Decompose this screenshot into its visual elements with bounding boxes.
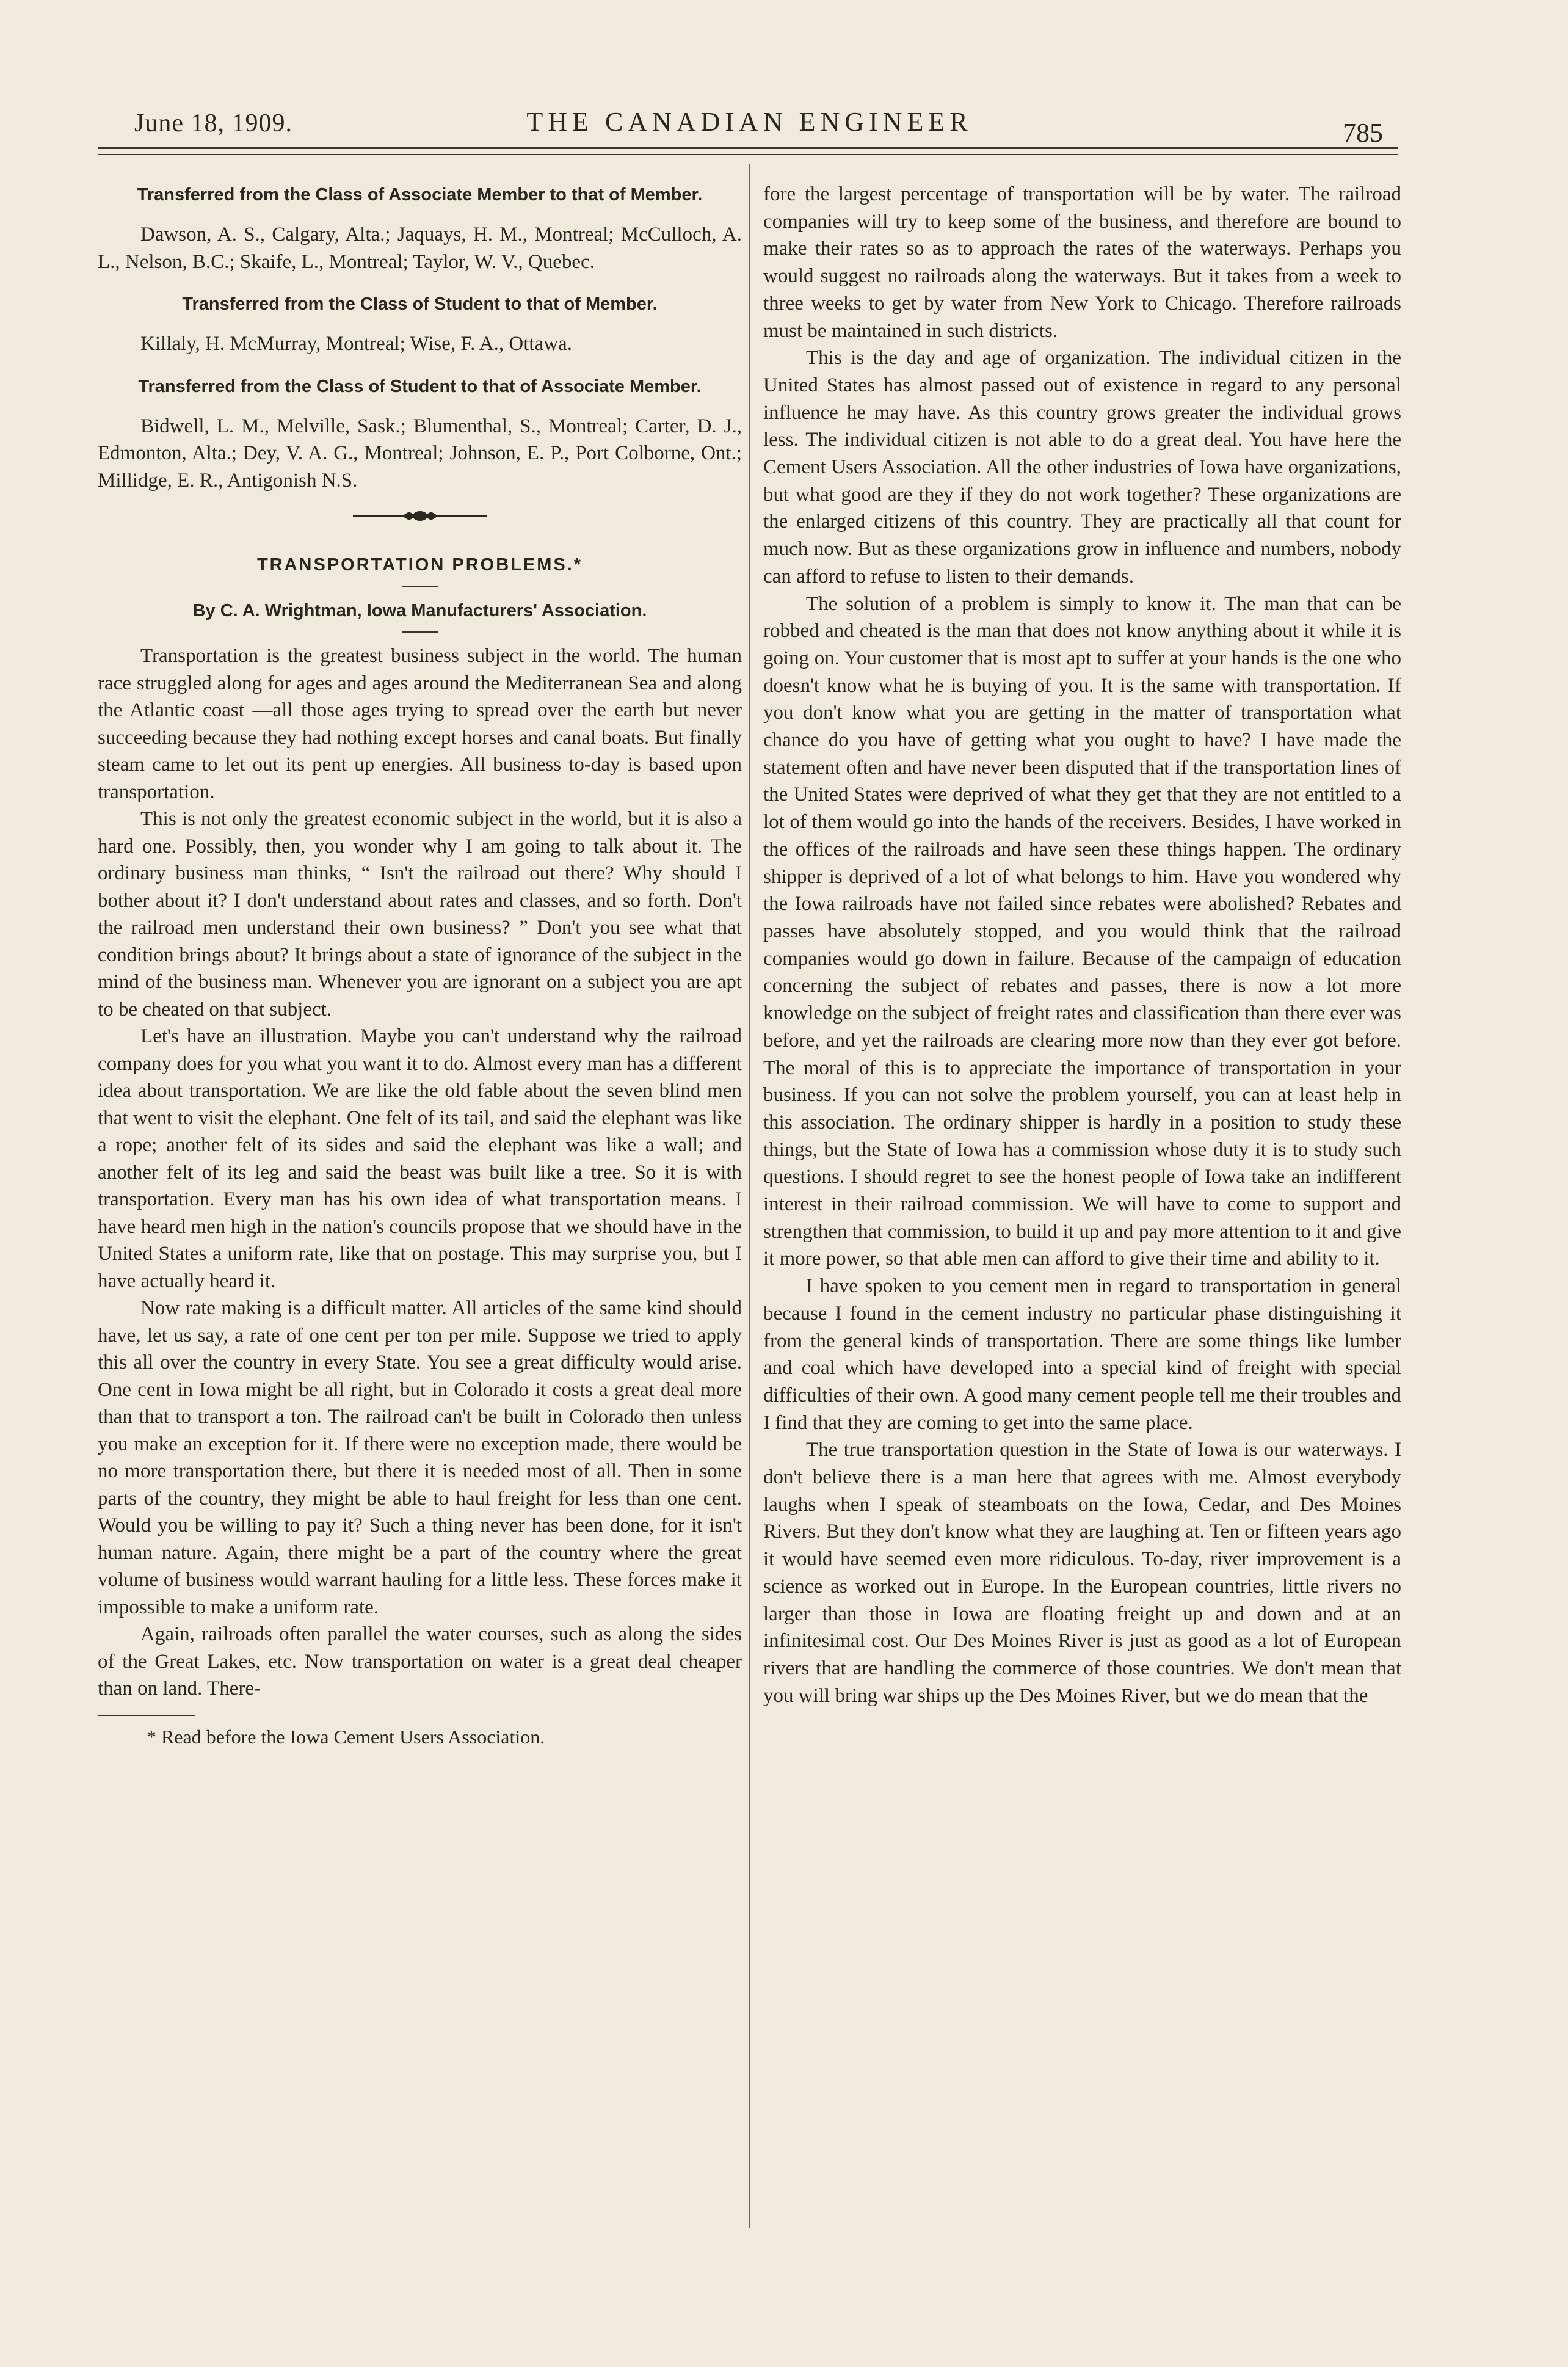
page-number: 785 — [1343, 118, 1383, 148]
transfer-names: Killaly, H. McMurray, Montreal; Wise, F. A., Ottawa. — [140, 333, 572, 355]
body-paragraph: This is the day and age of organization. The individual citizen in the United States has almost passed out of existence in regard to any personal influence he may have. As this country grows greater the individual grows less. The individual citizen is not able to do a great deal. You have here the Cement Users Association. All the other industries of Iowa have organizations, but what good are they if they do not work together? These organizations are the enlarged citizens of this country. They are practically all that count for much now. But as these organizations grow in influence and numbers, nobody can afford to refuse to listen to their demands. — [763, 347, 1401, 587]
transfer-heading: Transferred from the Class of Student to that of Member. — [182, 294, 658, 314]
body-paragraph: Now rate making is a difficult matter. All articles of the same kind should have, let us say, a rate of one cent per ton per mile. Suppose we tried to apply this all over the country in every State. You see a great difficulty would arise. One cent in Iowa might be all right, but in Colorado it costs a great deal more than that to transport a ton. The railroad can't be built in Colorado then unless you make an exception for it. If there were no exception made, there would be no more transportation there, but there it is needed most of all. Then in some parts of the country, they might be able to haul freight for less than one cent. Would you be willing to pay it? Such a thing never has been done, for it isn't human nature. Again, there might be a part of the country where the great volume of business would warrant hauling for a little less. These forces make it impossible to make a uniform rate. — [98, 1297, 742, 1618]
ornament-divider-icon — [353, 510, 487, 522]
footnote: * Read before the Iowa Cement Users Association. — [147, 1725, 545, 1748]
transfer-heading: Transferred from the Class of Student to that of Associate Member. — [138, 376, 702, 396]
body-paragraph: Transportation is the greatest business subject in the world. The human race struggled along for ages and ages around the Mediterranean Sea and along the Atlantic coast —all those ages trying to spread over the earth but never succeeding because they had nothing except horses and canal boats. But finally steam came to let out its pent up energies. All business to-day is based upon transportation. — [98, 645, 742, 803]
left-column — [98, 177, 742, 2211]
column-divider — [749, 164, 750, 2228]
footnote-rule — [98, 1715, 195, 1716]
article-title: TRANSPORTATION PROBLEMS.* — [256, 555, 583, 575]
article-byline: By C. A. Wrightman, Iowa Manufacturers' Association. — [192, 600, 647, 620]
body-paragraph: Again, railroads often parallel the water courses, such as along the sides of the Great Lakes, etc. Now transportation on water is a great deal cheaper than on land. There- — [98, 1623, 742, 1700]
transfer-heading: Transferred from the Class of Associate Member to that of Member. — [137, 185, 703, 205]
transfer-names: Dawson, A. S., Calgary, Alta.; Jaquays, H. M., Montreal; McCulloch, A. L., Nelson, B.C.; Skaife, L., Montreal; Taylor, W. V., Quebec. — [98, 224, 742, 273]
transfer-section-3 — [98, 374, 742, 495]
body-paragraph: I have spoken to you cement men in regard to transportation in general because I found in the cement industry no particular phase distinguishing it from the general kinds of transportation. There are some things like lumber and coal which have developed into a special kind of freight with special difficulties of their own. A good many cement people tell me their troubles and I find that they are coming to get into the same place. — [763, 1275, 1401, 1434]
running-header — [104, 104, 1395, 148]
issue-date: June 18, 1909. — [134, 109, 292, 137]
body-paragraph: fore the largest percentage of transportation will be by water. The railroad companies will try to keep some of the business, and therefore are bound to make their rates so as to approach the rates of the waterways. Perhaps you would suggest no railroads along the waterways. But it takes from a week to three weeks to get by water from New York to Chicago. Therefore railroads must be maintained in such districts. — [763, 183, 1401, 342]
header-rule-thick — [98, 147, 1398, 149]
right-column — [763, 181, 1401, 2214]
body-paragraph: Let's have an illustration. Maybe you can't understand why the railroad company does for you what you want it to do. Almost every man has a different idea about transportation. We are like the old fable about the seven blind men that went to visit the elephant. One felt of its tail, and said the elephant was like a rope; another felt of its sides and said the elephant was like a wall; and another felt of its leg and said the beast was built like a tree. So it is with transportation. Every man has his own idea of what transportation means. I have heard men high in the nation's councils propose that we should have in the United States a uniform rate, like that on postage. This may surprise you, but I have actually heard it. — [98, 1025, 742, 1292]
transfer-section-2 — [98, 291, 742, 358]
journal-title: THE CANADIAN ENGINEER — [526, 107, 973, 137]
section-ornament — [98, 510, 742, 522]
body-paragraph: This is not only the greatest economic subject in the world, but it is also a hard one. Possibly, then, you wonder why I am going to talk about it. The ordinary business man thinks, “ Isn't the railroad out there? Why should I bother about it? I don't understand about rates and classes, and so forth. Don't the railroad men understand their own business? ” Don't you see what that condition brings about? It brings about a state of ignorance of the subject in the mind of the business man. Whenever you are ignorant on a subject you are apt to be cheated on that subject. — [98, 808, 742, 1020]
body-paragraph: The true transportation question in the State of Iowa is our waterways. I don't believe there is a man here that agrees with me. Almost everybody laughs when I speak of steamboats on the Iowa, Cedar, and Des Moines Rivers. But they don't know what they are laughing at. Ten or fifteen years ago it would have seemed even more ridiculous. To-day, river improvement is a science as worked out in Europe. In the European countries, little rivers no larger than those in Iowa are floating freight up and down and at an infinitesimal cost. Our Des Moines River is just as good as a lot of European rivers that are handling the commerce of those countries. We don't mean that you will bring war ships up the Des Moines River, but we do mean that the — [763, 1439, 1401, 1707]
title-rule — [402, 586, 438, 587]
transfer-section-1 — [98, 182, 742, 275]
body-paragraph: The solution of a problem is simply to know it. The man that can be robbed and cheated is the man that does not know anything about it while it is going on. Your customer that is most apt to suffer at your hands is the one who doesn't know what he is buying of you. It is the same with transportation. If you don't know what you are getting in the matter of transportation what chance do you have of getting what you ought to have? I have made the statement often and have never been disputed that if the transportation lines of the United States were deprived of what they get that they are not entitled to a lot of them would go into the hands of the receivers. Besides, I have worked in the offices of the railroads and have seen these things happen. The ordinary shipper is deprived of a lot of what belongs to him. Have you wondered why the Iowa railroads have not failed since rebates were abolished? Rebates and passes have absolutely stopped, and you would think that the railroad companies would go down in failure. Because of the campaign of education concerning the subject of rebates and passes, there is now a lot more knowledge on the subject of freight rates and classification than there ever was before, and yet the railroads are clearing more now than they ever got before. The moral of this is to appreciate the importance of transportation in your business. If you can not solve the problem yourself, you can at least help in this association. The ordinary shipper is hardly in a position to study these things, but the State of Iowa has a commission whose duty it is to study such questions. I should regret to see the honest people of Iowa take an indifferent interest in their railroad commission. We will have to come to support and strengthen that commission, to build it up and pay more attention to it and give it more power, so that able men can afford to give their time and ability to it. — [763, 592, 1401, 1270]
transfer-names: Bidwell, L. M., Melville, Sask.; Blumenthal, S., Montreal; Carter, D. J., Edmonton, Alta.; Dey, V. A. G., Montreal; Johnson, E. P., Port Colborne, Ont.; Millidge, E. R., Antigonish N.S. — [98, 415, 742, 492]
byline-rule — [402, 631, 438, 633]
header-rule-thin — [98, 154, 1398, 155]
